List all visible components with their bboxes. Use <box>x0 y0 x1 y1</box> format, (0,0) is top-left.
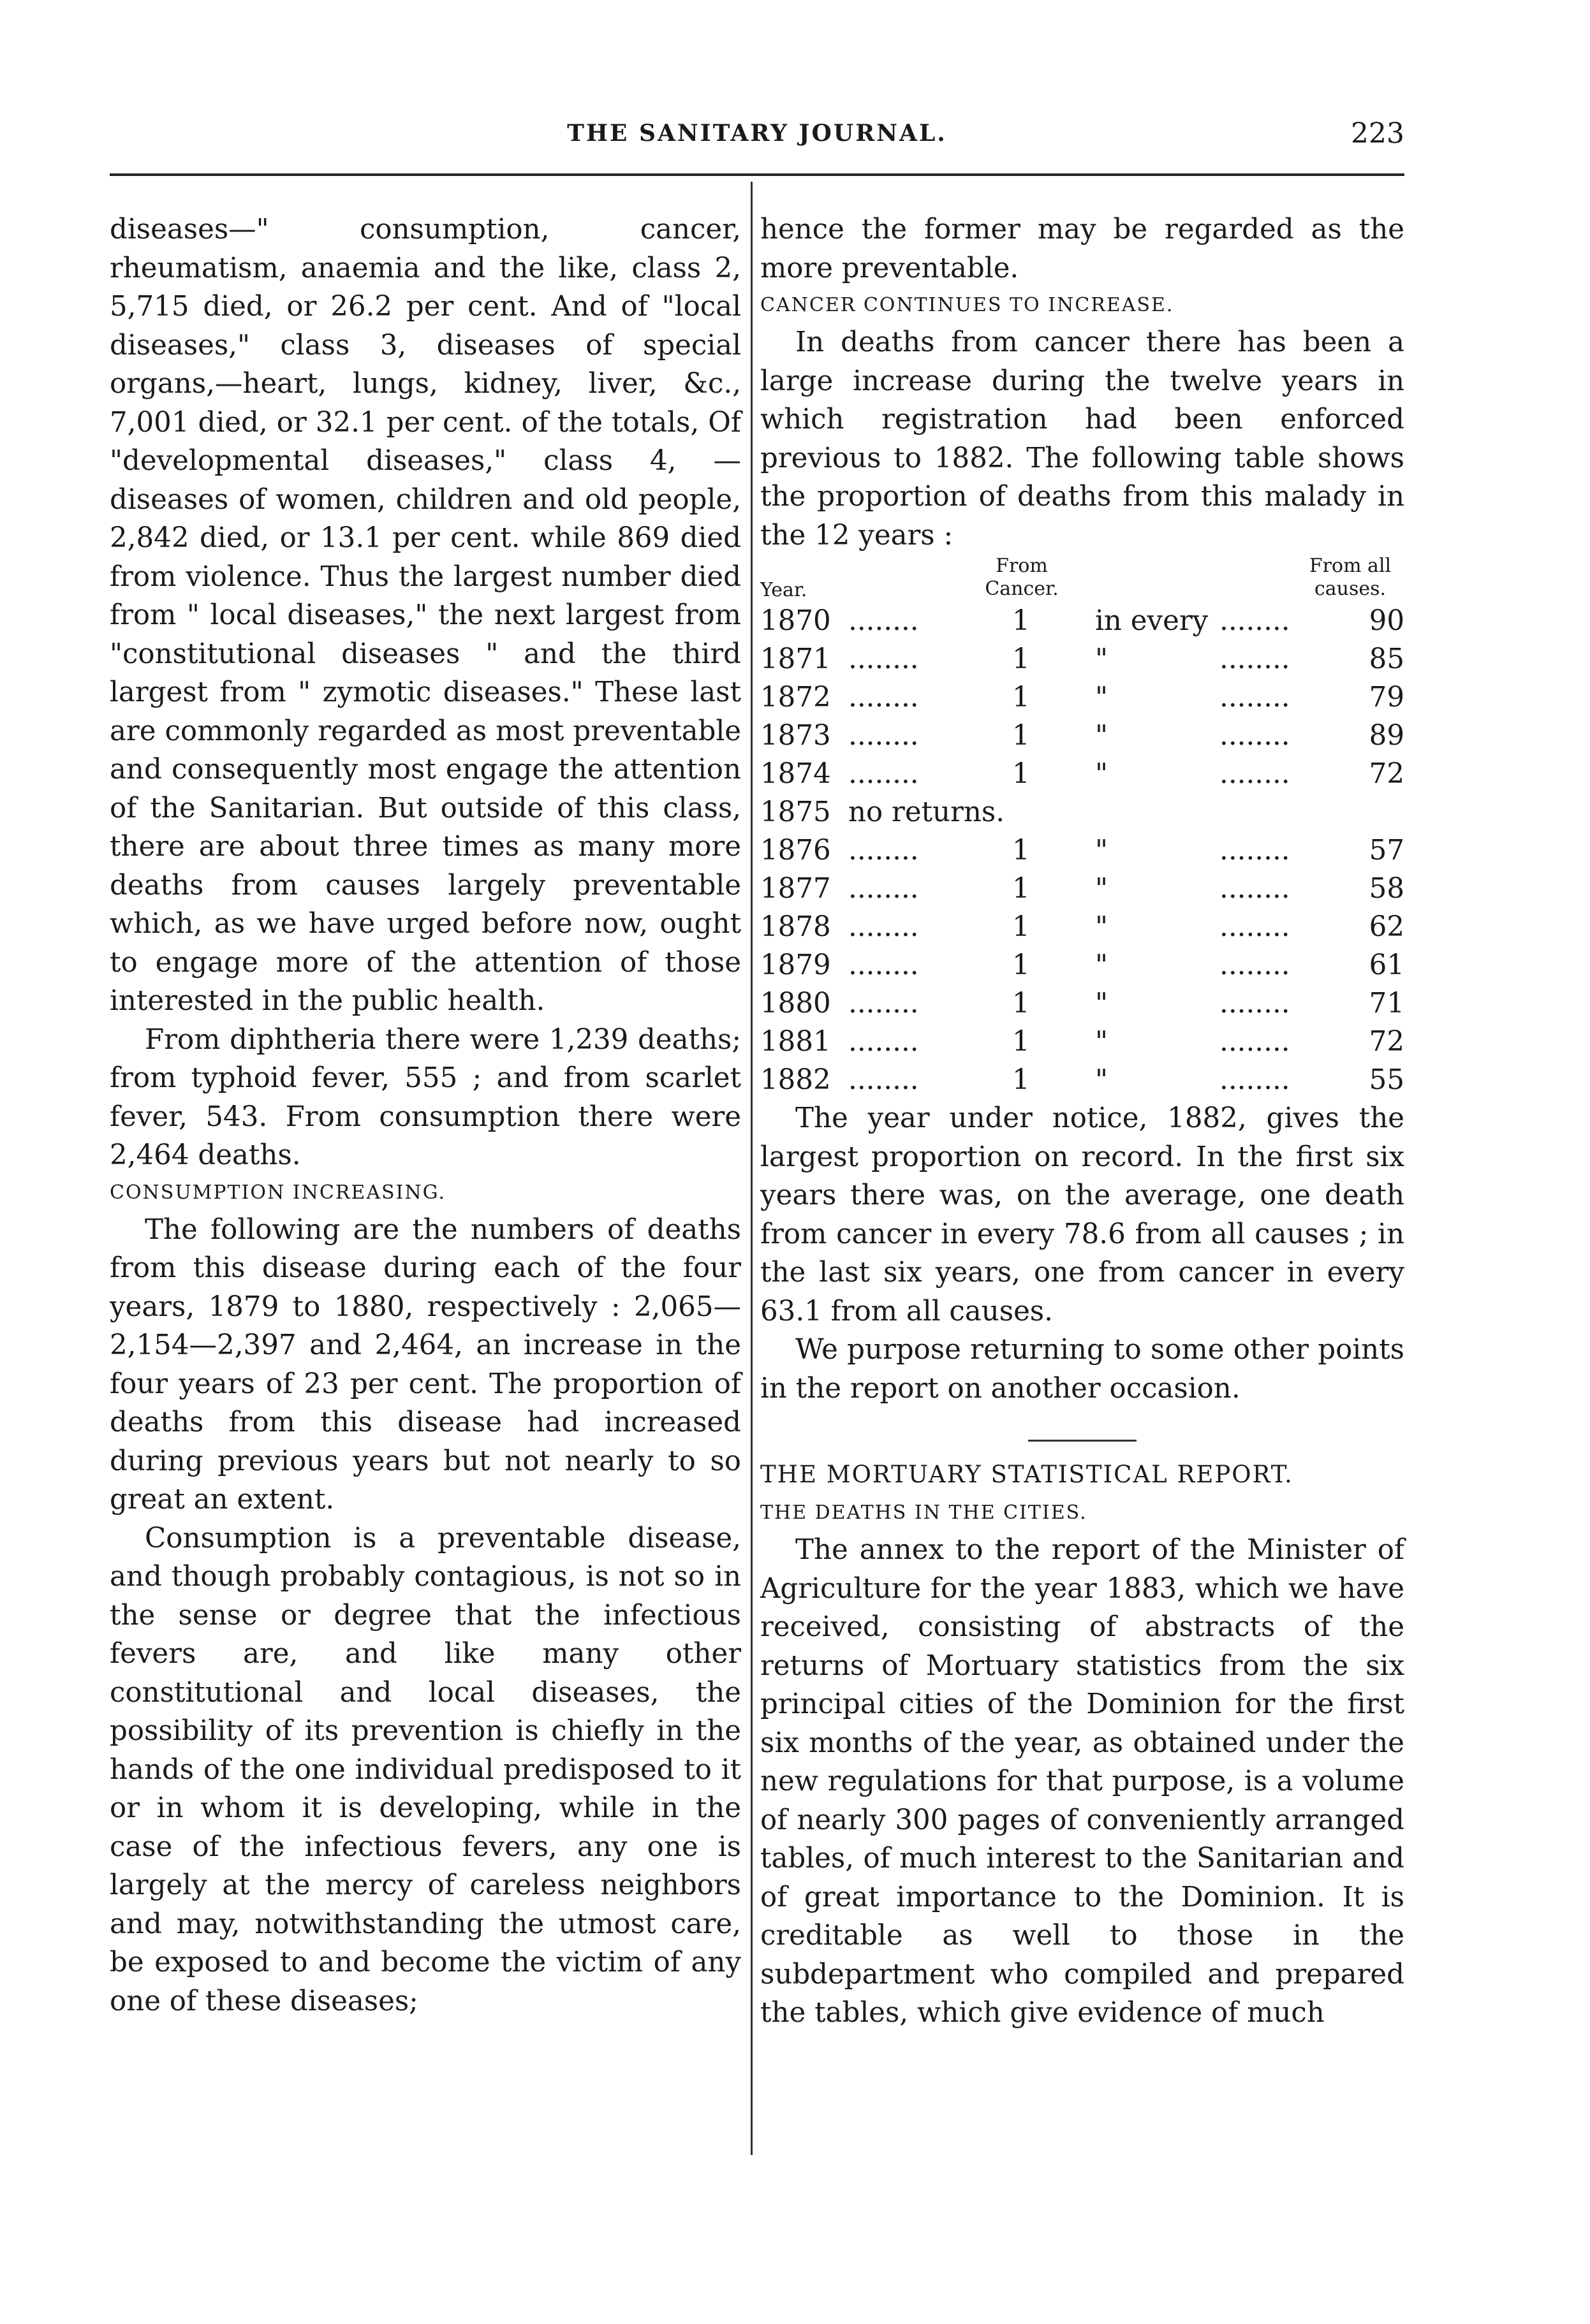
table-row <box>760 717 1404 755</box>
table-leader-dots: ........ <box>848 758 919 790</box>
section-title: THE MORTUARY STATISTICAL REPORT. <box>760 1461 1293 1488</box>
table-cell-year: 1882 <box>760 1064 831 1096</box>
table-cell-cancer: 1 <box>1012 873 1030 905</box>
table-row <box>760 1061 1404 1099</box>
subheading-cancer: CANCER CONTINUES TO INCREASE. <box>760 294 1174 316</box>
table-cell-ratio: " <box>1095 1064 1108 1096</box>
table-cell-ratio: " <box>1095 949 1108 981</box>
table-cell-year: 1873 <box>760 720 831 752</box>
paragraph: We purpose returning to some other points in the report on another occasion. <box>760 1334 1404 1405</box>
table-row <box>760 984 1404 1023</box>
table-row <box>760 1023 1404 1061</box>
table-cell-cancer: 1 <box>1012 643 1030 675</box>
column-header-year: Year. <box>760 579 807 601</box>
table-cell-ratio: " <box>1095 682 1108 713</box>
table-row <box>760 908 1404 946</box>
table-cell-cancer: 1 <box>1012 758 1030 790</box>
table-cell-all-causes: 89 <box>1369 720 1404 752</box>
table-leader-dots: ........ <box>848 720 919 752</box>
table-leader-dots: ........ <box>1219 1026 1290 1058</box>
table-cell-ratio: " <box>1095 835 1108 866</box>
table-cell-all-causes: 61 <box>1369 949 1404 981</box>
table-leader-dots: ........ <box>848 1026 919 1058</box>
paragraph: The following are the numbers of deaths from this disease during each of the four years, 1879 to 1880, respectively : 2,065—2,154—2,397 and 2,464, an increase in the four years of 23 per cent. The proportion of deaths from this disease had increased during previous years but not nearly to so great an extent. <box>110 1213 741 1516</box>
table-cell-ratio: " <box>1095 1026 1108 1058</box>
table-cell-all-causes: 79 <box>1369 682 1404 713</box>
cancer-table-body <box>760 602 1404 1099</box>
table-cell-year: 1872 <box>760 682 831 713</box>
column-header-cancer: From Cancer. <box>985 555 1059 600</box>
paragraph: Consumption is a preventable disease, and though probably contagious, is not so in the sense or degree that the infectious fevers are, and like many other constitutional and local diseases, the possibility of its prevention is chiefly in the hands of the one individual predisposed to it or in whom it is developing, while in the case of the infectious fevers, any one is largely at the mercy of careless neighbors and may, notwithstanding the utmost care, be exposed to and become the victim of any one of these diseases; <box>110 1522 741 2017</box>
table-leader-dots: ........ <box>1219 949 1290 981</box>
table-cell-year: 1870 <box>760 605 831 637</box>
header-rule <box>110 173 1404 176</box>
table-cell-cancer: 1 <box>1012 835 1030 866</box>
table-leader-dots: ........ <box>1219 873 1290 905</box>
right-column <box>760 210 1404 2033</box>
left-column <box>110 210 741 2021</box>
table-leader-dots: ........ <box>1219 720 1290 752</box>
table-leader-dots: ........ <box>848 835 919 866</box>
table-leader-dots: ........ <box>848 949 919 981</box>
table-row <box>760 755 1404 793</box>
table-leader-dots: ........ <box>1219 643 1290 675</box>
table-cell-ratio: " <box>1095 720 1108 752</box>
table-row <box>760 870 1404 908</box>
table-row <box>760 793 1404 831</box>
table-cell-year: 1879 <box>760 949 831 981</box>
table-cell-year: 1881 <box>760 1026 831 1058</box>
table-row <box>760 831 1404 870</box>
table-leader-dots: ........ <box>848 605 919 637</box>
page-header <box>110 117 1404 164</box>
table-cell-year: 1877 <box>760 873 831 905</box>
paragraph: hence the former may be regarded as the more preventable. <box>760 214 1404 284</box>
column-header-all-causes: From all causes. <box>1309 555 1392 600</box>
cancer-table-header <box>760 555 1404 602</box>
table-row <box>760 946 1404 984</box>
table-cell-cancer: 1 <box>1012 1026 1030 1058</box>
table-cell-ratio: in every <box>1095 605 1209 637</box>
page-number: 223 <box>1351 117 1404 150</box>
table-cell-ratio: " <box>1095 643 1108 675</box>
table-cell-ratio: " <box>1095 873 1108 905</box>
table-cell-cancer: 1 <box>1012 720 1030 752</box>
paragraph: diseases—" consumption, cancer, rheumatism, anaemia and the like, class 2, 5,715 died, or 26.2 per cent. And of "local diseases," class 3, diseases of special organs,—heart, lungs, kidney, liver, &c., 7,001 died, or 32.1 per cent. of the totals, Of "developmental diseases," class 4, —diseases of women, children and old people, 2,842 died, or 13.1 per cent. while 869 died from violence. Thus the largest number died from " local diseases," the next largest from "constitutional diseases " and the third largest from " zymotic diseases." These last are commonly regarded as most preventable and consequently most engage the attention of the Sanitarian. But outside of this class, there are about three times as many more deaths from causes largely preventable which, as we have urged before now, ought to engage more of the attention of those interested in the public health. <box>110 214 741 1017</box>
table-leader-dots: ........ <box>1219 1064 1290 1096</box>
table-cell-year: 1880 <box>760 988 831 1019</box>
table-cell-all-causes: 72 <box>1369 758 1404 790</box>
table-cell-all-causes: 58 <box>1369 873 1404 905</box>
table-leader-dots: ........ <box>1219 605 1290 637</box>
table-cell-all-causes: 71 <box>1369 988 1404 1019</box>
table-row <box>760 678 1404 717</box>
table-cell-ratio: " <box>1095 911 1108 943</box>
table-leader-dots: ........ <box>1219 758 1290 790</box>
table-cell-all-causes: 85 <box>1369 643 1404 675</box>
table-leader-dots: ........ <box>1219 911 1290 943</box>
table-leader-dots: ........ <box>1219 835 1290 866</box>
table-leader-dots: ........ <box>848 873 919 905</box>
paragraph: In deaths from cancer there has been a large increase during the twelve years in which registration had been enforced previous to 1882. The following table shows the proportion of deaths from this malady in the 12 years : <box>760 326 1404 552</box>
table-cell-year: 1874 <box>760 758 831 790</box>
table-cell-cancer: 1 <box>1012 911 1030 943</box>
table-cell-cancer: 1 <box>1012 605 1030 637</box>
table-leader-dots: ........ <box>848 911 919 943</box>
table-leader-dots: ........ <box>1219 682 1290 713</box>
table-cell-year: 1878 <box>760 911 831 943</box>
paragraph: The annex to the report of the Minister of Agriculture for the year 1883, which we have received, consisting of abstracts of the returns of Mortuary statistics from the six principal cities of the Dominion for the first six months of the year, as obtained under the new regulations for that purpose, is a volume of nearly 300 pages of conveniently arranged tables, of much interest to the Sanitarian and of great importance to the Dominion. It is creditable as well to those in the subdepartment who compiled and prepared the tables, which give evidence of much <box>760 1534 1404 2029</box>
table-cell-all-causes: 62 <box>1369 911 1404 943</box>
table-leader-dots: ........ <box>848 643 919 675</box>
table-leader-dots: ........ <box>848 682 919 713</box>
column-divider <box>751 182 753 2155</box>
table-cell-cancer: 1 <box>1012 949 1030 981</box>
table-cell-year: 1876 <box>760 835 831 866</box>
table-cell-note: no returns. <box>848 796 1005 828</box>
table-cell-all-causes: 72 <box>1369 1026 1404 1058</box>
paragraph: From diphtheria there were 1,239 deaths; from typhoid fever, 555 ; and from scarlet fever, 543. From consumption there were 2,464 deaths. <box>110 1023 741 1171</box>
table-cell-cancer: 1 <box>1012 1064 1030 1096</box>
table-leader-dots: ........ <box>1219 988 1290 1019</box>
table-cell-all-causes: 57 <box>1369 835 1404 866</box>
table-cell-cancer: 1 <box>1012 682 1030 713</box>
section-rule <box>1028 1440 1137 1442</box>
paragraph: The year under notice, 1882, gives the largest proportion on record. In the first six years there was, on the average, one death from cancer in every 78.6 from all causes ; in the last six years, one from cancer in every 63.1 from all causes. <box>760 1102 1404 1327</box>
table-cell-year: 1871 <box>760 643 831 675</box>
table-cell-ratio: " <box>1095 758 1108 790</box>
table-cell-cancer: 1 <box>1012 988 1030 1019</box>
subheading-consumption: CONSUMPTION INCREASING. <box>110 1181 446 1204</box>
table-leader-dots: ........ <box>848 988 919 1019</box>
table-cell-all-causes: 55 <box>1369 1064 1404 1096</box>
table-cell-year: 1875 <box>760 796 831 828</box>
table-cell-all-causes: 90 <box>1369 605 1404 637</box>
running-title: THE SANITARY JOURNAL. <box>567 120 947 147</box>
subheading-cities: THE DEATHS IN THE CITIES. <box>760 1502 1087 1524</box>
table-cell-ratio: " <box>1095 988 1108 1019</box>
table-row <box>760 602 1404 640</box>
table-row <box>760 640 1404 678</box>
table-leader-dots: ........ <box>848 1064 919 1096</box>
